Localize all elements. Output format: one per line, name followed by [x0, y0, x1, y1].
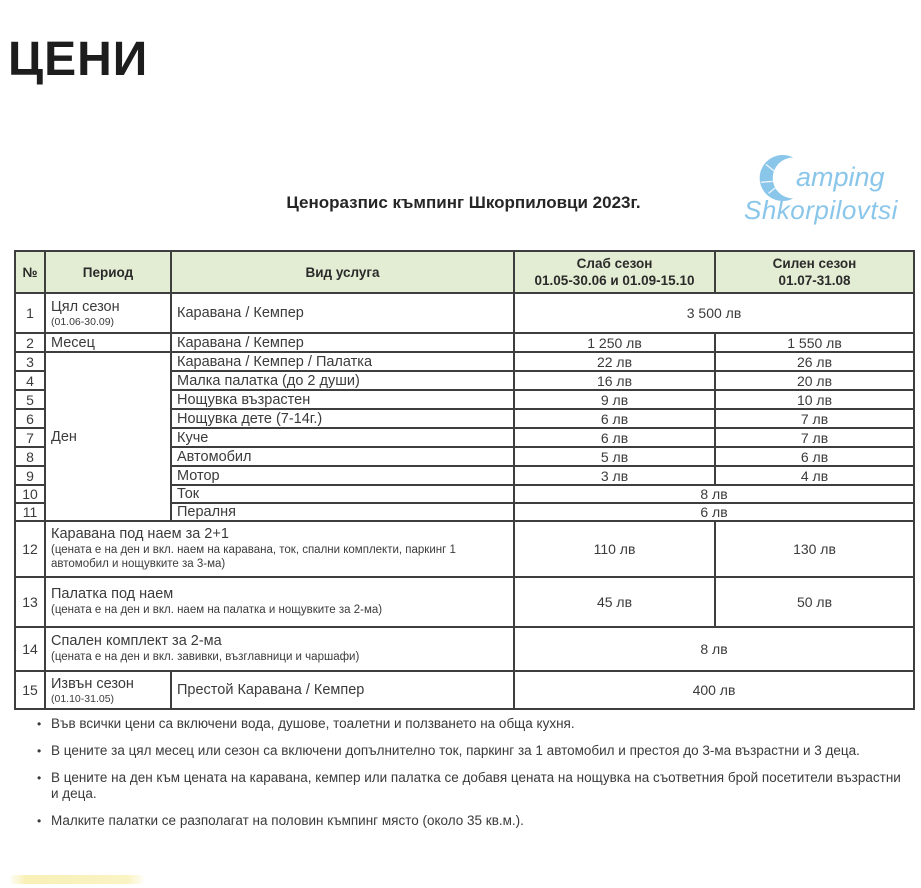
period-cell: Месец	[45, 333, 171, 352]
price-low-cell: 16 лв	[514, 371, 715, 390]
row-number-cell: 2	[15, 333, 45, 352]
row-number-cell: 15	[15, 671, 45, 709]
period-label: Цял сезон	[51, 298, 120, 315]
row-title: Спален комплект за 2-ма	[51, 633, 222, 649]
period-dates: (01.10-31.05)	[51, 692, 115, 705]
price-low-cell: 1 250 лв	[514, 333, 715, 352]
service-cell: Нощувка дете (7-14г.)	[171, 409, 514, 428]
service-cell: Каравана / Кемпер / Палатка	[171, 352, 514, 371]
price-high-cell: 6 лв	[715, 447, 914, 466]
row-number-cell: 1	[15, 293, 45, 333]
price-high-cell: 20 лв	[715, 371, 914, 390]
price-low-cell: 9 лв	[514, 390, 715, 409]
note-item: • Малките палатки се разполагат на половин къмпинг място (около 35 кв.м.).	[36, 813, 904, 829]
service-cell: Нощувка възрастен	[171, 390, 514, 409]
row-title: Палатка под наем	[51, 586, 174, 602]
price-merged-cell: 6 лв	[514, 503, 914, 521]
high-season-dates: 01.07-31.08	[778, 273, 851, 288]
service-cell: Мотор	[171, 466, 514, 485]
row-number-cell: 10	[15, 485, 45, 503]
note-item: • Във всички цени са включени вода, душове, тоалетни и ползването на обща кухня.	[36, 716, 904, 732]
price-low-cell: 3 лв	[514, 466, 715, 485]
price-low-cell: 6 лв	[514, 409, 715, 428]
row-number-cell: 9	[15, 466, 45, 485]
row-number-cell: 14	[15, 627, 45, 671]
period-label: Извън сезон	[51, 675, 134, 692]
service-cell: Каравана / Кемпер	[171, 333, 514, 352]
price-table	[14, 250, 915, 710]
price-low-cell: 110 лв	[514, 521, 715, 577]
period-cell	[45, 671, 171, 709]
service-description-cell	[45, 627, 514, 671]
table-row	[15, 521, 914, 577]
price-high-cell: 130 лв	[715, 521, 914, 577]
price-high-cell: 7 лв	[715, 428, 914, 447]
price-high-cell: 1 550 лв	[715, 333, 914, 352]
doc-title: Ценоразпис къмпинг Шкорпиловци 2023г.	[286, 193, 641, 212]
row-number-cell: 3	[15, 352, 45, 371]
low-season-title: Слаб сезон	[576, 256, 653, 271]
row-desc: (цената е на ден и вкл. наем на палатка и нощувките за 2-ма)	[51, 604, 383, 616]
service-cell: Ток	[171, 485, 514, 503]
row-number-cell: 8	[15, 447, 45, 466]
price-merged-cell: 3 500 лв	[514, 293, 914, 333]
header-service: Вид услуга	[171, 251, 514, 293]
logo	[744, 146, 921, 236]
header-high-season	[715, 251, 914, 293]
note-item: • В цените на ден към цената на каравана, кемпер или палатка се добавя цената на нощувка на съответния брой посетители възрастни и деца.	[36, 770, 904, 802]
logo-text-camping: amping	[796, 162, 885, 192]
price-high-cell: 10 лв	[715, 390, 914, 409]
table-row	[15, 333, 914, 352]
price-high-cell: 50 лв	[715, 577, 914, 627]
row-number-cell: 5	[15, 390, 45, 409]
note-item: • В цените за цял месец или сезон са включени допълнително ток, паркинг за 1 автомобил и престоя до 3-ма възрастни и 3 деца.	[36, 743, 904, 759]
page-title: ЦЕНИ	[8, 33, 149, 86]
price-low-cell: 22 лв	[514, 352, 715, 371]
row-desc: (цената е на ден и вкл. наем на каравана, ток, спални комплекти, паркинг 1 автомобил и нощувките за 3-ма)	[51, 544, 456, 570]
table-header-row	[15, 251, 914, 293]
price-low-cell: 45 лв	[514, 577, 715, 627]
service-description-cell	[45, 577, 514, 627]
price-merged-cell: 8 лв	[514, 627, 914, 671]
price-low-cell: 5 лв	[514, 447, 715, 466]
price-merged-cell: 8 лв	[514, 485, 914, 503]
service-description-cell	[45, 521, 514, 577]
table-row	[15, 293, 914, 333]
service-cell: Малка палатка (до 2 души)	[171, 371, 514, 390]
row-number-cell: 12	[15, 521, 45, 577]
header-low-season	[514, 251, 715, 293]
service-cell: Каравана / Кемпер	[171, 293, 514, 333]
row-number-cell: 7	[15, 428, 45, 447]
row-desc: (цената е на ден и вкл. завивки, възглавници и чаршафи)	[51, 651, 360, 663]
service-cell: Куче	[171, 428, 514, 447]
price-low-cell: 6 лв	[514, 428, 715, 447]
service-cell: Пералня	[171, 503, 514, 521]
service-cell: Престой Каравана / Кемпер	[171, 671, 514, 709]
table-row	[15, 352, 914, 371]
row-title: Каравана под наем за 2+1	[51, 526, 229, 542]
row-number-cell: 11	[15, 503, 45, 521]
high-season-title: Силен сезон	[772, 256, 857, 271]
table-row	[15, 577, 914, 627]
period-cell: Ден	[45, 352, 171, 521]
price-merged-cell: 400 лв	[514, 671, 914, 709]
low-season-dates: 01.05-30.06 и 01.09-15.10	[534, 273, 695, 288]
row-number-cell: 13	[15, 577, 45, 627]
notes-list	[36, 716, 904, 840]
price-high-cell: 7 лв	[715, 409, 914, 428]
header-period: Период	[45, 251, 171, 293]
period-dates: (01.06-30.09)	[51, 315, 115, 328]
bottom-accent-bar	[10, 875, 144, 884]
service-cell: Автомобил	[171, 447, 514, 466]
table-row	[15, 671, 914, 709]
price-high-cell: 4 лв	[715, 466, 914, 485]
period-cell	[45, 293, 171, 333]
table-row	[15, 627, 914, 671]
header-num: №	[15, 251, 45, 293]
row-number-cell: 4	[15, 371, 45, 390]
logo-text-shkorpilovtsi: Shkorpilovtsi	[744, 195, 898, 225]
row-number-cell: 6	[15, 409, 45, 428]
price-high-cell: 26 лв	[715, 352, 914, 371]
